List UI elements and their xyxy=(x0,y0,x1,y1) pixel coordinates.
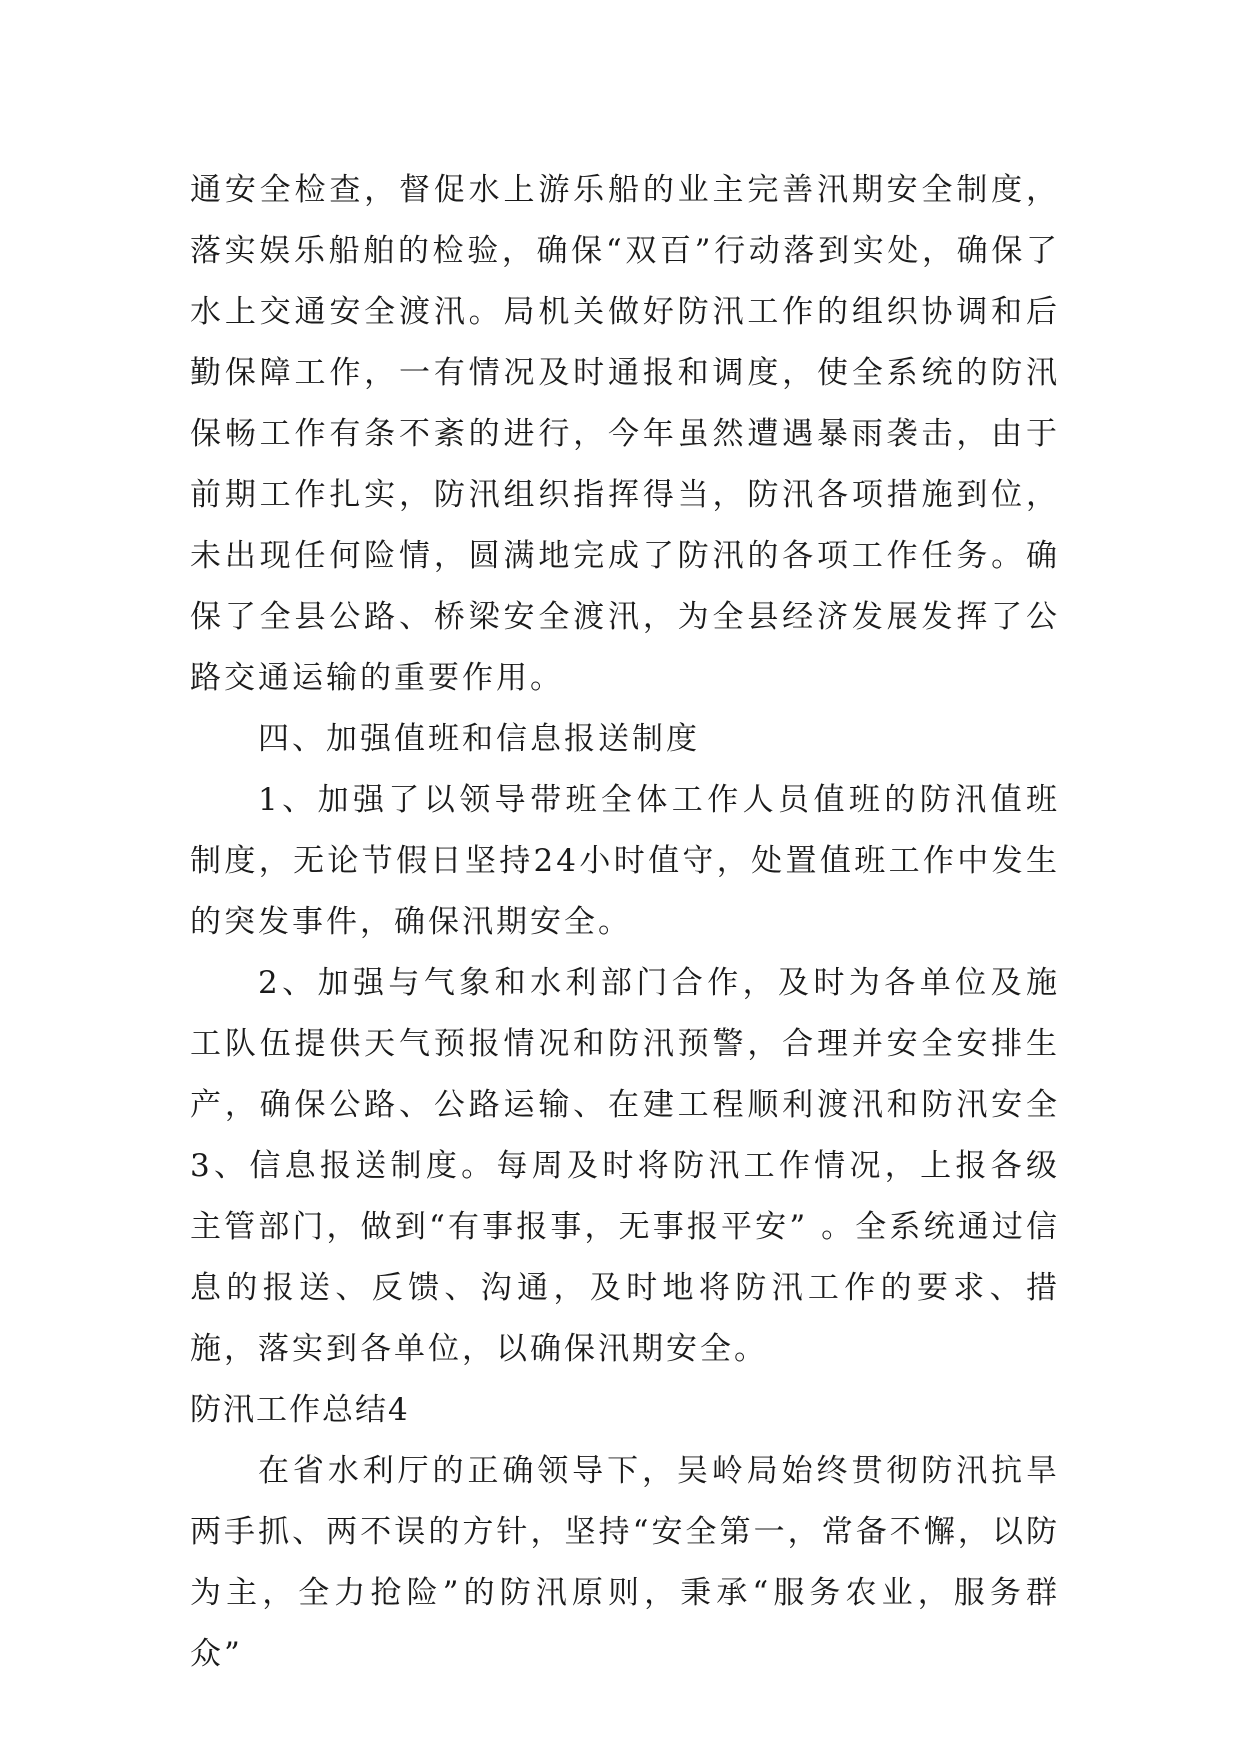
body-paragraph: 2、加强与气象和水利部门合作，及时为各单位及施工队伍提供天气预报情况和防汛预警，合理并安全安排生产，确保公路、公路运输、在建工程顺利渡汛和防汛安全3、信息报送制度。每周及时将防汛工作情况，上报各级主管部门，做到“有事报事，无事报平安” 。全系统通过信息的报送、反馈、沟通，及时地将防汛工作的要求、措施，落实到各单位，以确保汛期安全。 xyxy=(190,965,1060,1367)
body-paragraph: 1、加强了以领导带班全体工作人员值班的防汛值班制度，无论节假日坚持24小时值守，处置值班工作中发生的突发事件，确保汛期安全。 xyxy=(190,782,1060,940)
document-body xyxy=(190,160,1060,1685)
section-heading: 四、加强值班和信息报送制度 xyxy=(258,721,700,757)
body-paragraph: 在省水利厅的正确领导下，吴岭局始终贯彻防汛抗旱两手抓、两不误的方针，坚持“安全第一，常备不懈，以防为主，全力抢险”的防汛原则，秉承“服务农业，服务群众” xyxy=(190,1453,1060,1672)
document-heading: 防汛工作总结4 xyxy=(190,1392,410,1428)
body-paragraph: 通安全检查，督促水上游乐船的业主完善汛期安全制度，落实娱乐船舶的检验，确保“双百”行动落到实处，确保了水上交通安全渡汛。局机关做好防汛工作的组织协调和后勤保障工作，一有情况及时通报和调度，使全系统的防汛保畅工作有条不紊的进行，今年虽然遭遇暴雨袭击，由于前期工作扎实，防汛组织指挥得当，防汛各项措施到位，未出现任何险情，圆满地完成了防汛的各项工作任务。确保了全县公路、桥梁安全渡汛，为全县经济发展发挥了公路交通运输的重要作用。 xyxy=(190,172,1060,696)
